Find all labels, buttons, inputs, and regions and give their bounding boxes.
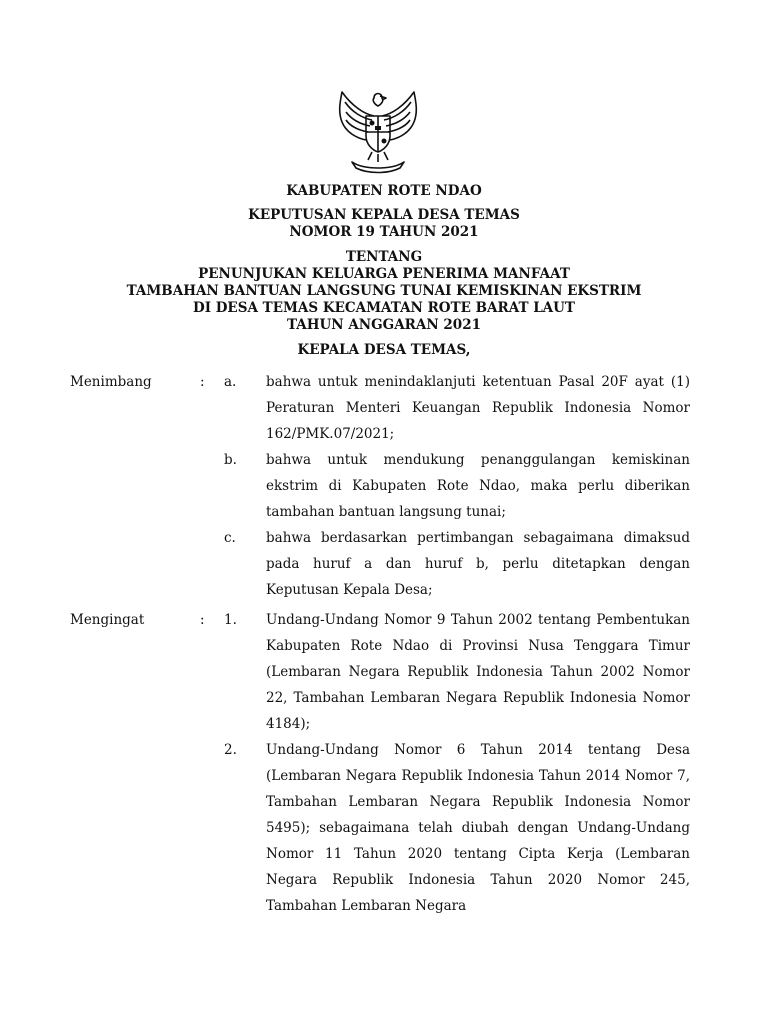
- mengingat-item-1: [224, 607, 690, 737]
- subject-line4: TAHUN ANGGARAN 2021: [286, 317, 481, 333]
- mengingat-item-2: [224, 737, 690, 919]
- item-text: bahwa untuk mendukung penanggulangan kemiskinan ekstrim di Kabupaten Rote Ndao, maka perlu diberikan tambahan bantuan langsung tunai;: [266, 452, 690, 520]
- subject-line3: DI DESA TEMAS KECAMATAN ROTE BARAT LAUT: [193, 300, 575, 316]
- menimbang-label: Menimbang: [70, 374, 152, 390]
- menimbang-item-c: [224, 525, 690, 603]
- subject-line1: PENUNJUKAN KELUARGA PENERIMA MANFAAT: [198, 266, 570, 282]
- item-text: bahwa untuk menindaklanjuti ketentuan Pasal 20F ayat (1) Peraturan Menteri Keuangan Republik Indonesia Nomor 162/PMK.07/2021;: [266, 374, 690, 442]
- regency-title: KABUPATEN ROTE NDAO: [286, 183, 482, 199]
- item-marker: 2.: [224, 742, 237, 758]
- garuda-emblem-icon: [328, 86, 428, 176]
- mengingat-colon: :: [200, 612, 205, 628]
- item-text: Undang-Undang Nomor 6 Tahun 2014 tentang Desa (Lembaran Negara Republik Indonesia Tahun 2014 Nomor 7, Tambahan Lembaran Negara Republik Indonesia Nomor 5495); sebagaimana telah diubah dengan Undang-Undang Nomor 11 Tahun 2020 tentang Cipta Kerja (Lembaran Negara Republik Indonesia Tahun 2020 Nomor 245, Tambahan Lembaran Negara: [266, 742, 690, 914]
- item-marker: c.: [224, 530, 236, 546]
- decree-title-line1: KEPUTUSAN KEPALA DESA TEMAS: [248, 207, 520, 223]
- issuer-heading: KEPALA DESA TEMAS,: [297, 342, 471, 358]
- mengingat-label: Mengingat: [70, 612, 145, 628]
- item-marker: b.: [224, 452, 237, 468]
- item-marker: a.: [224, 374, 237, 390]
- menimbang-colon: :: [200, 374, 205, 390]
- menimbang-item-b: [224, 447, 690, 525]
- about-heading: TENTANG: [345, 249, 423, 265]
- item-text: Undang-Undang Nomor 9 Tahun 2002 tentang Pembentukan Kabupaten Rote Ndao di Provinsi Nusa Tenggara Timur (Lembaran Negara Republik Indonesia Tahun 2002 Nomor 22, Tambahan Lembaran Negara Republik Indonesia Nomor 4184);: [266, 612, 690, 732]
- decree-title-line2: NOMOR 19 TAHUN 2021: [289, 224, 479, 240]
- subject-line2: TAMBAHAN BANTUAN LANGSUNG TUNAI KEMISKINAN EKSTRIM: [126, 283, 642, 299]
- item-text: bahwa berdasarkan pertimbangan sebagaimana dimaksud pada huruf a dan huruf b, perlu ditetapkan dengan Keputusan Kepala Desa;: [266, 530, 690, 598]
- item-marker: 1.: [224, 612, 237, 628]
- menimbang-item-a: [224, 369, 690, 447]
